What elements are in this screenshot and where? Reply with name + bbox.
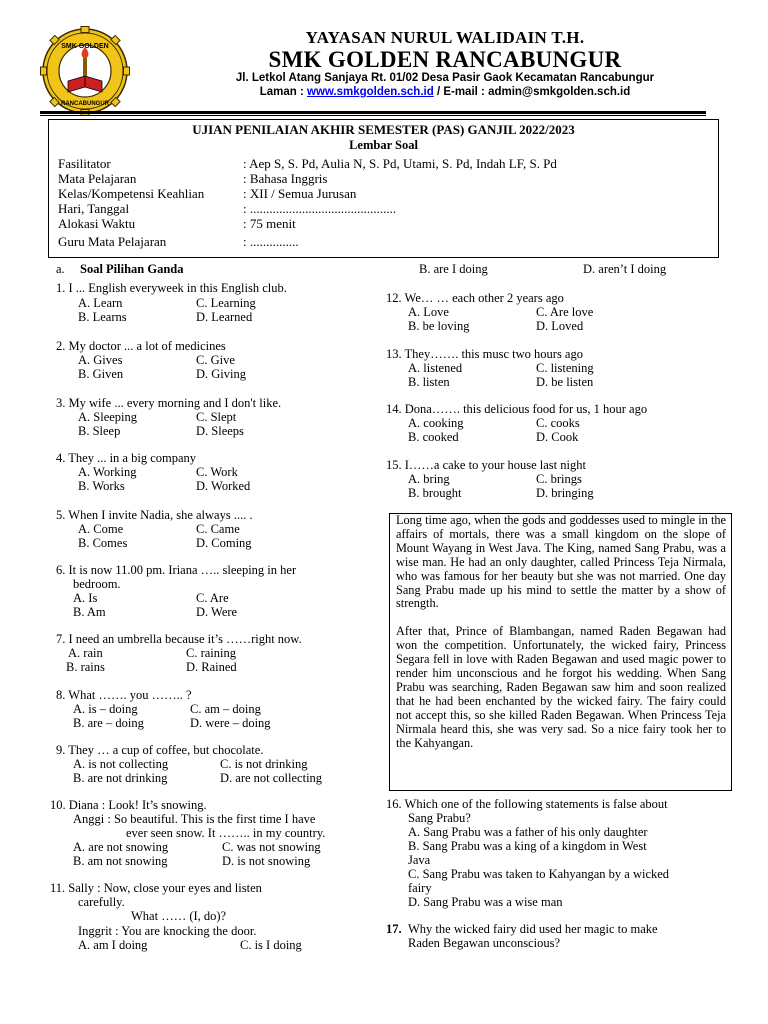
school-address: Jl. Letkol Atang Sanjaya Rt. 01/02 Desa Pasir Gaok Kecamatan Rancabungur [235, 72, 655, 84]
question-text-continued: bedroom. [73, 577, 121, 591]
question-text-continued: carefully. [78, 895, 125, 909]
logo-text-bottom: RANCABUNGUR [61, 101, 109, 107]
website-link[interactable]: www.smkgolden.sch.id [307, 86, 434, 98]
answer-option: A. Is [73, 591, 98, 605]
answer-option: C. cooks [536, 416, 580, 430]
foundation-name: YAYASAN NURUL WALIDAIN T.H. [305, 28, 585, 47]
answer-option: A. Love [408, 305, 449, 319]
answer-option: C. Sang Prabu was taken to Kahyangan by a wicked [408, 867, 670, 881]
answer-option: B. Sleep [78, 424, 121, 438]
exam-title: UJIAN PENILAIAN AKHIR SEMESTER (PAS) GANJIL 2022/2023 [192, 122, 575, 137]
answer-option: B. listen [408, 375, 450, 389]
answer-option: C. was not snowing [222, 840, 321, 854]
answer-option: A. am I doing [78, 938, 148, 952]
question-text: 14. Dona……. this delicious food for us, 1 hour ago [386, 402, 648, 416]
answer-option: C. Work [196, 465, 238, 479]
answer-option: C. is not drinking [220, 757, 308, 771]
question-text: 12. We… … each other 2 years ago [386, 291, 564, 305]
answer-option: B. Comes [78, 536, 128, 550]
answer-option-continued: Java [408, 853, 431, 867]
question-text-continued: Inggrit : You are knocking the door. [78, 924, 257, 938]
answer-option: D. Sleeps [196, 424, 244, 438]
section-letter: a. [56, 262, 65, 276]
answer-option: A. Come [78, 522, 124, 536]
answer-option: D. Coming [196, 536, 252, 550]
answer-option: A. rain [68, 646, 103, 660]
question-text: 5. When I invite Nadia, she always .... . [56, 508, 253, 522]
question-text-continued: Sang Prabu? [408, 811, 471, 825]
answer-option: D. bringing [536, 486, 594, 500]
answer-option: A. Sleeping [78, 410, 138, 424]
info-label: Fasilitator [58, 156, 111, 171]
answer-option: A. is – doing [73, 702, 138, 716]
school-logo [40, 26, 130, 116]
web-prefix: Laman : [259, 86, 307, 98]
answer-option-continued: fairy [408, 881, 432, 895]
question-text: 1. I ... English everyweek in this English club. [56, 281, 287, 295]
answer-option: B. be loving [408, 319, 470, 333]
answer-option: D. Sang Prabu was a wise man [408, 895, 563, 909]
answer-option: D. are not collecting [220, 771, 323, 785]
answer-option: B. Am [73, 605, 106, 619]
answer-option: D. be listen [536, 375, 594, 389]
question-text-continued: Raden Begawan unconscious? [408, 936, 561, 950]
answer-option: A. cooking [408, 416, 464, 430]
question-text-continued: What …… (I, do)? [131, 909, 227, 923]
answer-option: B. brought [408, 486, 462, 500]
info-value: : 75 menit [243, 216, 296, 231]
answer-option: C. Came [196, 522, 240, 536]
answer-option: B. are – doing [73, 716, 144, 730]
info-label: Alokasi Waktu [58, 216, 136, 231]
answer-option: D. is not snowing [222, 854, 311, 868]
answer-option: C. brings [536, 472, 582, 486]
answer-option: B. rains [66, 660, 105, 674]
question-text: 10. Diana : Look! It’s snowing. [50, 798, 207, 812]
answer-option: C. Slept [196, 410, 237, 424]
answer-option: A. Gives [78, 353, 123, 367]
question-text: 9. They … a cup of coffee, but chocolate. [56, 743, 264, 757]
answer-option: D. Giving [196, 367, 246, 381]
question-text: 3. My wife ... every morning and I don't like. [56, 396, 282, 410]
exam-subtitle: Lembar Soal [349, 138, 418, 152]
answer-option: A. bring [408, 472, 450, 486]
answer-option: D. aren’t I doing [583, 262, 667, 276]
answer-option: B. are not drinking [73, 771, 168, 785]
answer-option: B. Sang Prabu was a king of a kingdom in West [408, 839, 647, 853]
info-value: : Aep S, S. Pd, Aulia N, S. Pd, Utami, S. Pd, Indah LF, S. Pd [243, 156, 557, 171]
question-text-continued: ever seen snow. It …….. in my country. [126, 826, 326, 840]
question-text: 8. What ……. you …….. ? [56, 688, 192, 702]
question-text: 6. It is now 11.00 pm. Iriana ….. sleeping in her [56, 563, 297, 577]
question-text: 11. Sally : Now, close your eyes and listen [50, 881, 262, 895]
question-text: Why the wicked fairy did used her magic to make [408, 922, 658, 936]
answer-option: A. listened [408, 361, 463, 375]
school-name: SMK GOLDEN RANCABUNGUR [268, 47, 622, 72]
question-text: 4. They ... in a big company [56, 451, 197, 465]
info-label: Hari, Tanggal [58, 201, 130, 216]
question-text: 13. They……. this musc two hours ago [386, 347, 583, 361]
question-text: 16. Which one of the following statements is false about [386, 797, 668, 811]
answer-option: D. Loved [536, 319, 584, 333]
answer-option: A. Working [78, 465, 137, 479]
question-number: 17. [386, 922, 402, 936]
answer-option: B. are I doing [419, 262, 488, 276]
logo-text-top: SMK GOLDEN [61, 43, 109, 50]
answer-option: C. raining [186, 646, 236, 660]
answer-option: D. Were [196, 605, 238, 619]
answer-option: C. Learning [196, 296, 256, 310]
section-title: Soal Pilihan Ganda [80, 262, 184, 276]
answer-option: D. Cook [536, 430, 579, 444]
question-text: 7. I need an umbrella because it’s ……right now. [56, 632, 302, 646]
reading-passage [396, 514, 726, 751]
info-value: : XII / Semua Jurusan [243, 186, 357, 201]
school-contact [145, 86, 745, 98]
answer-option: C. Are love [536, 305, 594, 319]
answer-option: C. Give [196, 353, 235, 367]
answer-option: C. is I doing [240, 938, 302, 952]
answer-option: A. Sang Prabu was a father of his only daughter [408, 825, 648, 839]
answer-option: A. Learn [78, 296, 123, 310]
passage-paragraph: Long time ago, when the gods and goddesses used to mingle in the affairs of mortals, there was a small kingdom on the slope of Mount Wayang in West Java. The King, named Sang Prabu, was a wise man. He had an only daughter, called Princess Teja Nirmala, who was famous for her beauty but she was not married. One day Sang Prabu made up his mind to settle the matter by a show of strength. [396, 513, 726, 611]
email-text: / E-mail : admin@smkgolden.sch.id [433, 86, 631, 98]
answer-option: B. Works [78, 479, 125, 493]
answer-option: B. Learns [78, 310, 127, 324]
answer-option: B. cooked [408, 430, 459, 444]
info-value: : ............... [243, 234, 299, 249]
answer-option: C. listening [536, 361, 594, 375]
answer-option: B. am not snowing [73, 854, 168, 868]
answer-option: D. Rained [186, 660, 237, 674]
answer-option: B. Given [78, 367, 124, 381]
info-label: Kelas/Kompetensi Keahlian [58, 186, 205, 201]
info-value: : ............................................. [243, 201, 397, 216]
question-text: 2. My doctor ... a lot of medicines [56, 339, 226, 353]
answer-option: C. am – doing [190, 702, 261, 716]
answer-option: A. is not collecting [73, 757, 169, 771]
info-label: Mata Pelajaran [58, 171, 137, 186]
info-value: : Bahasa Inggris [243, 171, 328, 186]
header-rule-thick [40, 111, 706, 114]
answer-option: C. Are [196, 591, 229, 605]
answer-option: D. Worked [196, 479, 251, 493]
question-text-continued: Anggi : So beautiful. This is the first time I have [73, 812, 316, 826]
answer-option: D. were – doing [190, 716, 271, 730]
header-rule-thin [40, 115, 706, 116]
answer-option: A. are not snowing [73, 840, 169, 854]
question-text: 15. I……a cake to your house last night [386, 458, 586, 472]
answer-option: D. Learned [196, 310, 253, 324]
info-label: Guru Mata Pelajaran [58, 234, 167, 249]
passage-paragraph: After that, Prince of Blambangan, named Raden Begawan had won the competition. Unfortunately, the wicked fairy, Princess Segara fell in love with Raden Begawan and used magic power to render him unconscious and he forgot his wedding. When Sang Prabu was searching, Raden Begawan saw him and soon realized that he had been enchanted by the wicked fairy. The fairy could not accept this, so she killed Raden Begawan. When Princess Teja Nirmala heard this, she was very sad. So a nice fairy took her to the Kahyangan. [396, 624, 726, 750]
